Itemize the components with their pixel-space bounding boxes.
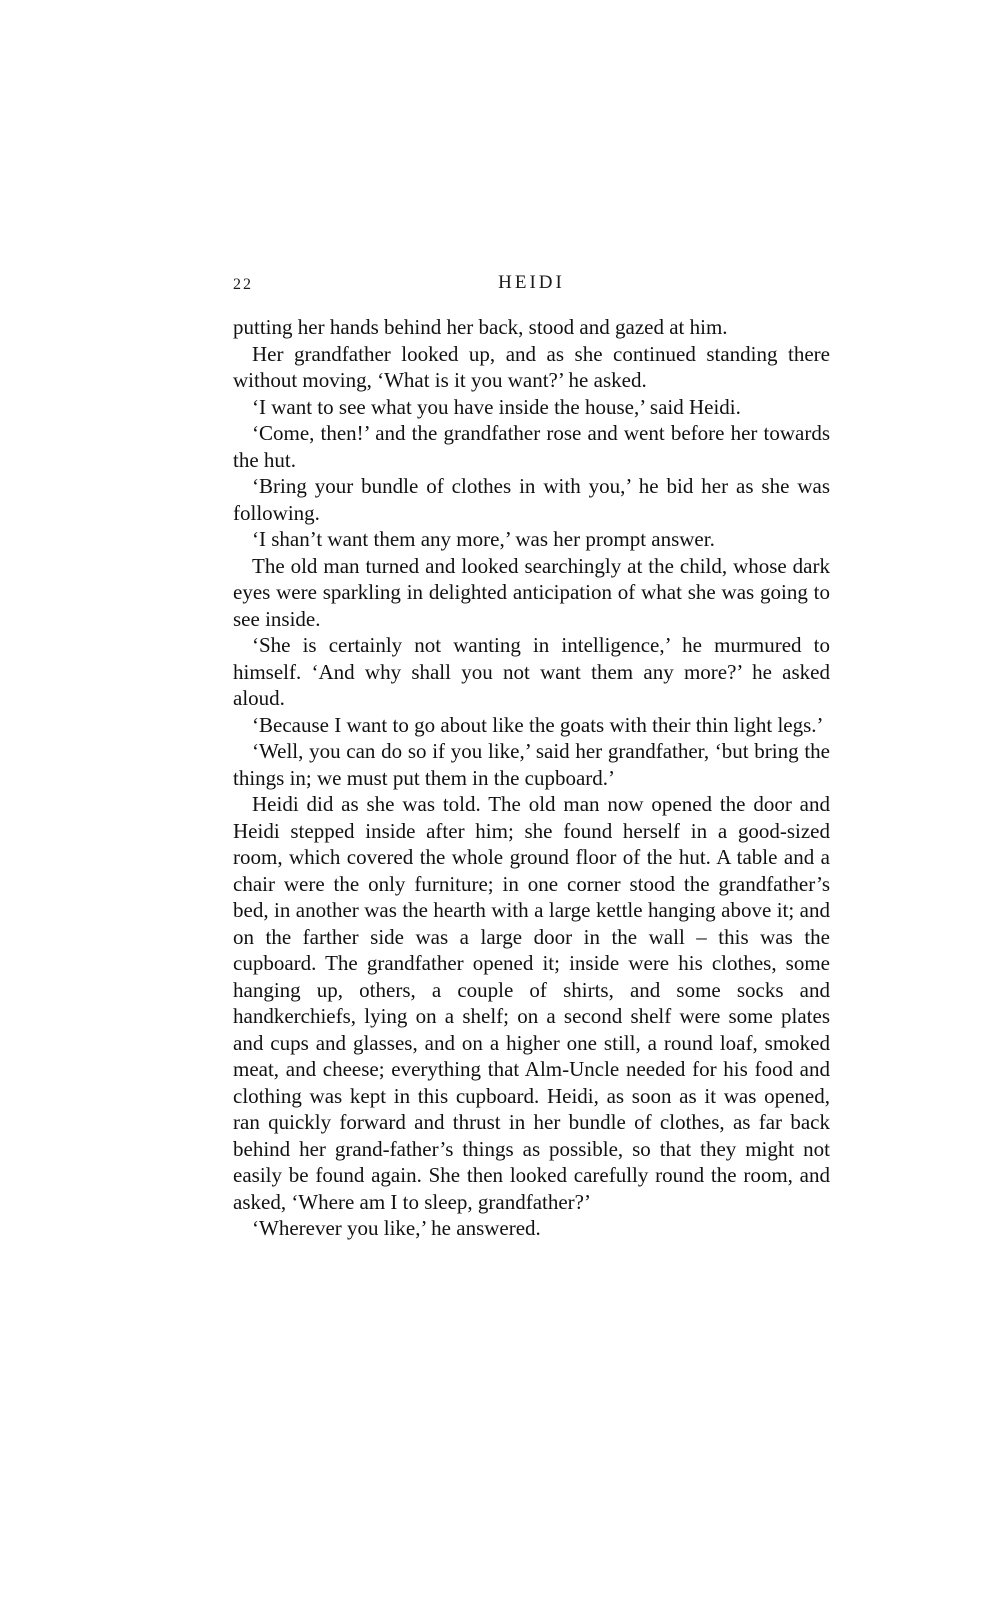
paragraph: ‘Come, then!’ and the grandfather rose and went before her towards the hut. xyxy=(233,421,830,472)
paragraph: Heidi did as she was told. The old man now opened the door and Heidi stepped inside after him; she found herself in a good-sized room, which covered the whole ground floor of the hut. A table and a chair were the only furniture; in one corner stood the grandfather’s bed, in another was the hearth with a large kettle hanging above it; and on the farther side was a large door in the wall – this was the cupboard. The grandfather opened it; inside were his clothes, some hanging up, others, a couple of shirts, and some socks and handkerchiefs, lying on a shelf; on a second shelf were some plates and cups and glasses, and on a higher one still, a round loaf, smoked meat, and cheese; everything that Alm-Uncle needed for his food and clothing was kept in this cupboard. Heidi, as soon as it was opened, ran quickly forward and thrust in her bundle of clothes, as far back behind her grand-father’s things as possible, so that they might not easily be found again. She then looked carefully round the room, and asked, ‘Where am I to sleep, grandfather?’ xyxy=(233,792,830,1214)
paragraph: The old man turned and looked searchingly at the child, whose dark eyes were sparkling in delighted anticipation of what she was going to see inside. xyxy=(233,553,830,631)
paragraph: ‘Wherever you like,’ he answered. xyxy=(252,1216,541,1240)
running-head xyxy=(233,272,830,302)
book-title: HEIDI xyxy=(498,272,565,293)
paragraph: ‘I want to see what you have inside the house,’ said Heidi. xyxy=(252,394,741,419)
paragraph: putting her hands behind her back, stood and gazed at him. xyxy=(233,315,728,339)
paragraph: Her grandfather looked up, and as she continued standing there without moving, ‘What is it you want?’ he asked. xyxy=(233,341,830,392)
page-number: 22 xyxy=(233,276,253,293)
body-text xyxy=(233,314,830,1242)
paragraph: ‘Well, you can do so if you like,’ said her grandfather, ‘but bring the things in; we must put them in the cupboard.’ xyxy=(233,739,830,790)
paragraph: ‘Because I want to go about like the goats with their thin light legs.’ xyxy=(252,712,824,737)
paragraph: ‘Bring your bundle of clothes in with you,’ he bid her as she was following. xyxy=(233,474,830,525)
paragraph: ‘I shan’t want them any more,’ was her prompt answer. xyxy=(252,527,715,551)
paragraph: ‘She is certainly not wanting in intelligence,’ he murmured to himself. ‘And why shall you not want them any more?’ he asked aloud. xyxy=(233,633,830,710)
